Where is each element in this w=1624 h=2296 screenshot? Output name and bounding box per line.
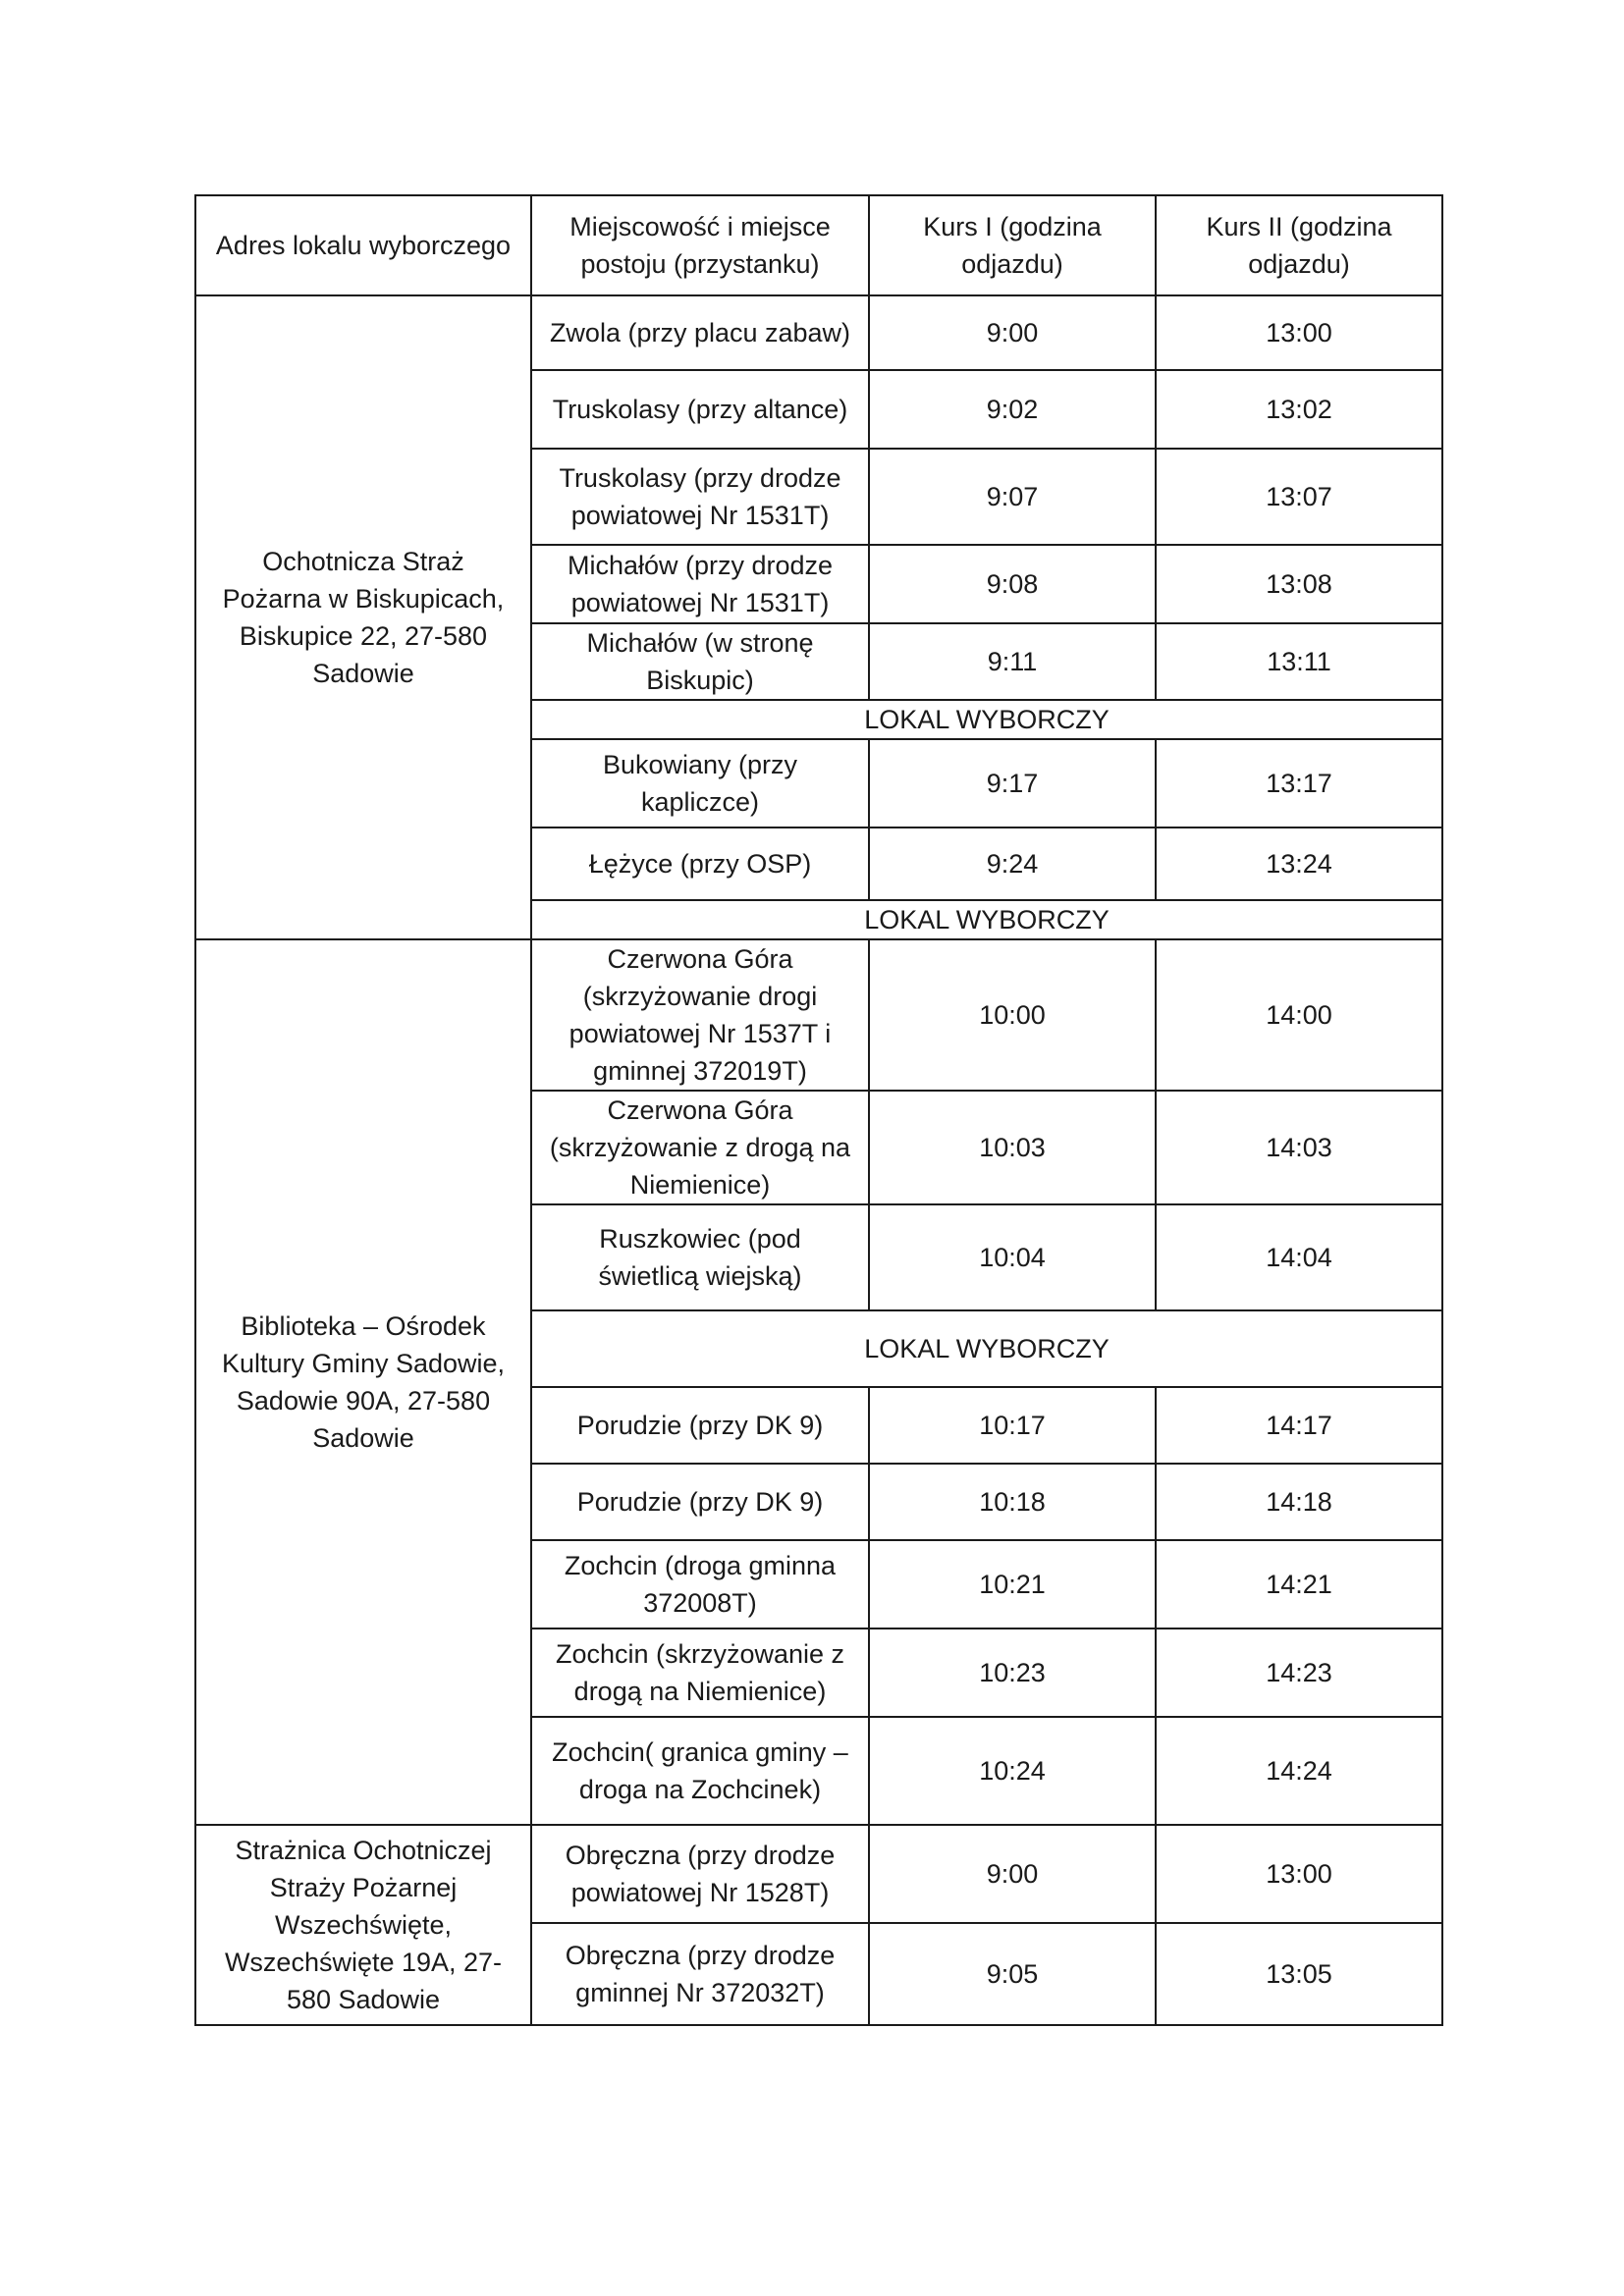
kurs1-time: 9:11 [869, 623, 1156, 700]
lokal-label: LOKAL WYBORCZY [531, 700, 1442, 739]
header-address: Adres lokalu wyborczego [195, 195, 531, 295]
table-row [195, 295, 1442, 370]
lokal-label: LOKAL WYBORCZY [531, 1310, 1442, 1387]
stop-cell: Truskolasy (przy altance) [531, 370, 869, 449]
stop-cell: Ruszkowiec (pod świetlicą wiejską) [531, 1204, 869, 1310]
stop-cell: Bukowiany (przy kapliczce) [531, 739, 869, 828]
kurs1-time: 10:21 [869, 1540, 1156, 1629]
stop-cell: Zochcin( granica gminy – droga na Zochcinek) [531, 1717, 869, 1825]
kurs1-time: 10:00 [869, 939, 1156, 1091]
stop-cell: Michałów (w stronę Biskupic) [531, 623, 869, 700]
stop-cell: Czerwona Góra (skrzyżowanie drogi powiatowej Nr 1537T i gminnej 372019T) [531, 939, 869, 1091]
kurs2-time: 14:00 [1156, 939, 1442, 1091]
kurs1-time: 9:17 [869, 739, 1156, 828]
stop-cell: Zochcin (skrzyżowanie z drogą na Niemienice) [531, 1629, 869, 1717]
kurs1-time: 10:24 [869, 1717, 1156, 1825]
kurs1-time: 9:07 [869, 449, 1156, 545]
kurs1-time: 10:18 [869, 1464, 1156, 1540]
kurs1-time: 10:23 [869, 1629, 1156, 1717]
kurs2-time: 14:17 [1156, 1387, 1442, 1464]
kurs2-time: 13:11 [1156, 623, 1442, 700]
kurs1-time: 9:24 [869, 828, 1156, 900]
kurs2-time: 13:00 [1156, 1825, 1442, 1923]
kurs1-time: 9:00 [869, 295, 1156, 370]
kurs2-time: 14:03 [1156, 1091, 1442, 1204]
header-stop: Miejscowość i miejsce postoju (przystanku) [531, 195, 869, 295]
stop-cell: Obręczna (przy drodze gminnej Nr 372032T) [531, 1923, 869, 2025]
header-row [195, 195, 1442, 295]
kurs2-time: 14:24 [1156, 1717, 1442, 1825]
stop-cell: Zwola (przy placu zabaw) [531, 295, 869, 370]
kurs1-time: 9:08 [869, 545, 1156, 623]
kurs2-time: 13:08 [1156, 545, 1442, 623]
stop-cell: Łężyce (przy OSP) [531, 828, 869, 900]
stop-cell: Porudzie (przy DK 9) [531, 1387, 869, 1464]
kurs2-time: 13:24 [1156, 828, 1442, 900]
kurs1-time: 9:05 [869, 1923, 1156, 2025]
kurs2-time: 13:05 [1156, 1923, 1442, 2025]
stop-cell: Obręczna (przy drodze powiatowej Nr 1528T) [531, 1825, 869, 1923]
address-cell: Biblioteka – Ośrodek Kultury Gminy Sadowie, Sadowie 90A, 27-580 Sadowie [195, 939, 531, 1825]
kurs2-time: 13:00 [1156, 295, 1442, 370]
table-body [195, 295, 1442, 2025]
kurs2-time: 14:04 [1156, 1204, 1442, 1310]
header-kurs2: Kurs II (godzina odjazdu) [1156, 195, 1442, 295]
stop-cell: Porudzie (przy DK 9) [531, 1464, 869, 1540]
kurs1-time: 10:17 [869, 1387, 1156, 1464]
address-cell: Strażnica Ochotniczej Straży Pożarnej Wszechświęte, Wszechświęte 19A, 27-580 Sadowie [195, 1825, 531, 2025]
table-row [195, 1825, 1442, 1923]
stop-cell: Czerwona Góra (skrzyżowanie z drogą na Niemienice) [531, 1091, 869, 1204]
table-row [195, 939, 1442, 1091]
kurs2-time: 14:18 [1156, 1464, 1442, 1540]
stop-cell: Truskolasy (przy drodze powiatowej Nr 1531T) [531, 449, 869, 545]
kurs1-time: 9:02 [869, 370, 1156, 449]
stop-cell: Zochcin (droga gminna 372008T) [531, 1540, 869, 1629]
kurs2-time: 13:07 [1156, 449, 1442, 545]
schedule-table [194, 194, 1443, 2026]
address-cell: Ochotnicza Straż Pożarna w Biskupicach, Biskupice 22, 27-580 Sadowie [195, 295, 531, 939]
kurs2-time: 13:17 [1156, 739, 1442, 828]
kurs2-time: 14:21 [1156, 1540, 1442, 1629]
kurs2-time: 13:02 [1156, 370, 1442, 449]
kurs1-time: 10:04 [869, 1204, 1156, 1310]
kurs2-time: 14:23 [1156, 1629, 1442, 1717]
lokal-label: LOKAL WYBORCZY [531, 900, 1442, 939]
stop-cell: Michałów (przy drodze powiatowej Nr 1531T) [531, 545, 869, 623]
kurs1-time: 9:00 [869, 1825, 1156, 1923]
kurs1-time: 10:03 [869, 1091, 1156, 1204]
header-kurs1: Kurs I (godzina odjazdu) [869, 195, 1156, 295]
